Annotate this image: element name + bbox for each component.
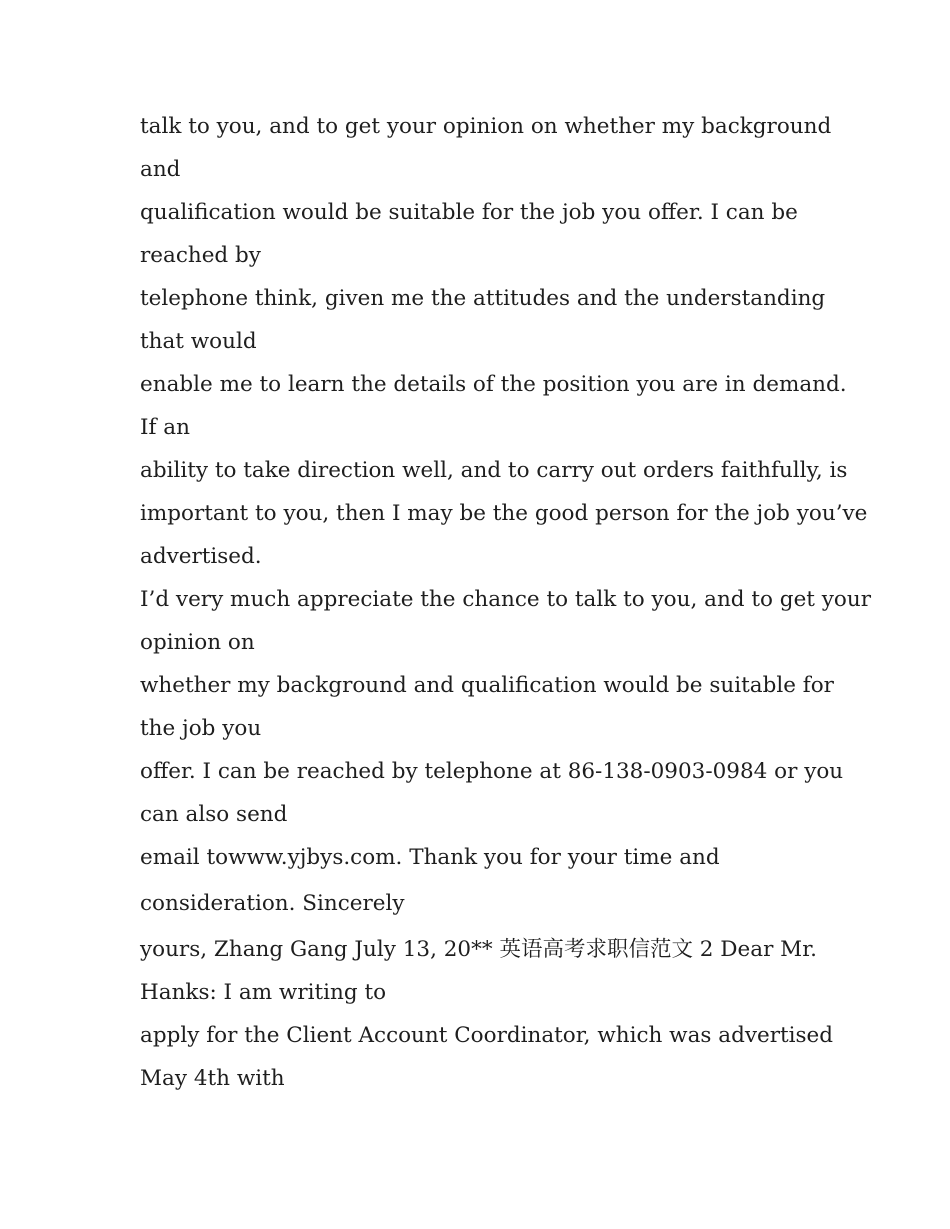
text-line: ability to take direction well, and to carry out orders faithfully, is: [140, 458, 848, 483]
text-line: qualification would be suitable for the job you offer. I can be: [140, 200, 798, 225]
text-line: apply for the Client Account Coordinator, which was advertised: [140, 1023, 834, 1048]
text-line: consideration. Sincerely: [140, 891, 405, 916]
text-line: reached by: [140, 243, 261, 268]
text-line: May 4th with: [140, 1066, 285, 1091]
text-line: important to you, then I may be the good person for the job you’ve: [140, 501, 868, 526]
text-line: I’d very much appreciate the chance to talk to you, and to get your: [140, 587, 871, 612]
text-line: email towww.yjbys.com. Thank you for your time and: [140, 845, 720, 870]
text-line: advertised.: [140, 544, 262, 569]
text-line: If an: [140, 415, 190, 440]
text-line: the job you: [140, 716, 262, 741]
text-line: Hanks: I am writing to: [140, 980, 387, 1005]
text-line: yours, Zhang Gang July 13, 20** 英语高考求职信范文 2 Dear Mr.: [140, 937, 817, 962]
text-line: that would: [140, 329, 257, 354]
text-line: offer. I can be reached by telephone at 86-138-0903-0984 or you: [140, 759, 844, 784]
text-line: whether my background and qualification would be suitable for: [140, 673, 834, 698]
text-line: enable me to learn the details of the position you are in demand.: [140, 372, 847, 397]
text-line: talk to you, and to get your opinion on whether my background: [140, 114, 832, 139]
letter-body: [140, 105, 871, 1100]
text-line: can also send: [140, 802, 288, 827]
text-line: telephone think, given me the attitudes and the understanding: [140, 286, 826, 311]
text-line: and: [140, 157, 181, 182]
text-line: opinion on: [140, 630, 255, 655]
